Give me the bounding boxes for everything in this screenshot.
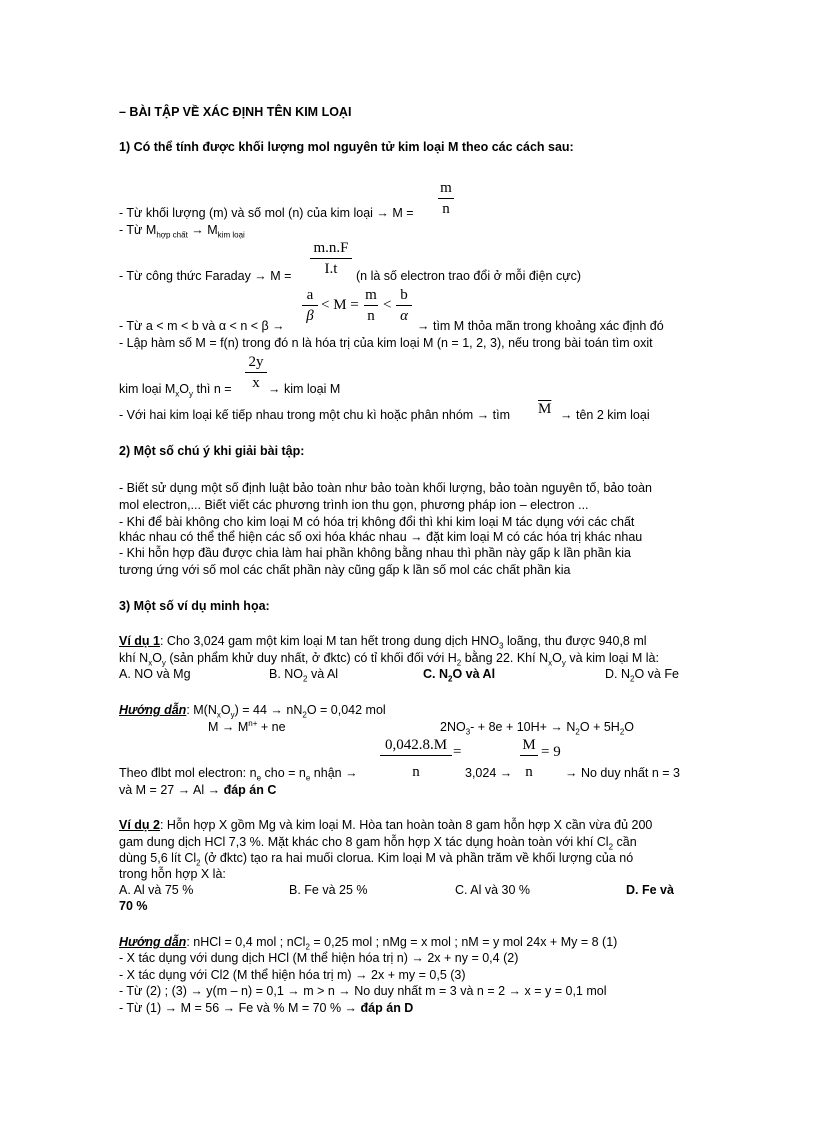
example-2-option-d-cont: 70 % (119, 899, 148, 913)
example-2-label: Ví dụ 2 (119, 818, 160, 832)
method-line-3-note: (n là số electron trao đổi ở mỗi điện cực) (356, 269, 581, 283)
fraction-numerator: b (396, 287, 412, 306)
fraction-numerator: m.n.F (310, 240, 352, 259)
example-1-n-result: → No duy nhất n = 3 (565, 766, 681, 780)
example-2-line-1: Ví dụ 2: Hỗn hợp X gồm Mg và kim loại M. Hòa tan hoàn toàn 8 gam hỗn hợp X cần vừa đủ 200 (119, 818, 653, 832)
fraction-numerator: 2y (245, 354, 267, 373)
example-1-guide-line: Hướng dẫn: $M(N_xO_y) = 44 \to nN_2O = 0,042$ mol (119, 703, 386, 720)
fraction-denominator: β (306, 308, 314, 324)
note-line: khác nhau có thể thể hiện các số oxi hóa khác nhau → đặt kim loại M có các hóa trị khác nhau (119, 530, 643, 544)
equals-nine: = 9 (541, 744, 561, 760)
example-2-step-3: - Từ (2) ; (3) → y(m – n) = 0,1 → m > n → No duy nhất m = 3 và n = 2 → x = y = 0,1 mol (119, 984, 607, 998)
example-1-electron-line: Theo đlbt mol electron: $n_e$ cho = $n_e$ nhận → (119, 766, 358, 783)
fraction-electron-balance (380, 737, 452, 781)
example-1-answer-line: và M = 27 → Al → đáp án C (119, 783, 277, 797)
reduction-equation: $2NO_3- + 8e + 10H+ \to N_2O + 5H_2O$ (440, 720, 635, 737)
example-2-step-2: - X tác dụng với Cl2 (M thể hiện hóa trị m) → 2x + my = 0,5 (3) (119, 968, 466, 982)
note-line: tương ứng với số mol các chất phần này cũng gấp k lần số mol các chất phần kia (119, 563, 571, 577)
fraction-denominator: I.t (324, 261, 338, 277)
fraction-numerator: m (438, 180, 454, 199)
section-1-heading: 1) Có thể tính được khối lượng mol nguyên tử kim loại M theo các cách sau: (119, 140, 574, 154)
method-line-4: - Từ a < m < b và α < n < β → (119, 319, 285, 333)
method-line-1: - Từ khối lượng (m) và số mol (n) của kim loại → M = (119, 206, 414, 220)
fraction-numerator: 0,042.8.M (380, 737, 452, 756)
example-1-option-a: A. NO và Mg (119, 667, 191, 681)
fraction-denominator: n (367, 308, 375, 324)
example-2-step-1: - X tác dụng với dung dịch HCl (M thể hiện hóa trị n) → 2x + ny = 0,4 (2) (119, 951, 519, 965)
note-line: - Khi để bài không cho kim loại M có hóa trị không đổi thì khi kim loại M tác dụng với các chất (119, 515, 635, 529)
example-2-answer: đáp án D (360, 1001, 414, 1015)
fraction-denominator: x (252, 375, 260, 391)
method-line-6-result: → kim loại M (268, 382, 341, 396)
example-1-answer: đáp án C (223, 783, 277, 797)
example-2-step-4: - Từ (1) → M = 56 → Fe và % M = 70 % → đáp án D (119, 1001, 414, 1015)
inequality-less: < (383, 297, 392, 313)
example-2-line-4: trong hỗn hợp X là: (119, 867, 226, 881)
example-1-option-b: B. $NO_2$ và Al (269, 667, 339, 684)
fraction-b-over-alpha (396, 287, 412, 325)
fraction-m-over-n-3 (520, 737, 538, 781)
fraction-2y-over-x (245, 354, 267, 392)
oxidation-equation: $M \to M^{n+}$ + ne (208, 718, 286, 734)
method-line-4-result: → tìm M thỏa mãn trong khoảng xác định đó (417, 319, 664, 333)
method-line-7: - Với hai kim loại kế tiếp nhau trong một chu kì hoặc phân nhóm → tìm (119, 408, 511, 422)
fraction-a-over-beta (302, 287, 318, 325)
example-1-mass-value: 3,024 → (465, 766, 513, 780)
equals-sign: = (453, 744, 462, 760)
example-2-option-b: B. Fe và 25 % (289, 883, 368, 897)
example-1-label: Ví dụ 1 (119, 634, 160, 648)
fraction-denominator: n (442, 201, 450, 217)
method-line-7-result: → tên 2 kim loại (560, 408, 650, 422)
method-line-5: - Lập hàm số M = f(n) trong đó n là hóa trị của kim loại M (n = 1, 2, 3), nếu trong bài toán tìm oxit (119, 336, 653, 350)
fraction-denominator: n (525, 764, 533, 780)
example-1-option-d: D. $N_2O$ và Fe (605, 667, 679, 684)
example-1-line-1: Ví dụ 1: Cho 3,024 gam một kim loại M tan hết trong dung dịch $HNO_3$ loãng, thu được 940,8 ml (119, 634, 647, 651)
example-2-guide-label: Hướng dẫn (119, 935, 187, 949)
section-2-heading: 2) Một số chú ý khi giải bài tập: (119, 444, 305, 458)
example-1-option-c: C. $N_2O$ và Al (423, 667, 496, 684)
m-bar-symbol: $\overline{M}$ (538, 401, 552, 417)
section-3-heading: 3) Một số ví dụ minh họa: (119, 599, 270, 613)
example-2-line-3: dùng 5,6 lít $Cl_2$ (ở đktc) tạo ra hai muối clorua. Kim loại M và phần trăm về khối lượng của nó (119, 851, 634, 868)
example-2-option-c: C. Al và 30 % (455, 883, 531, 897)
example-2-option-a: A. Al và 75 % (119, 883, 194, 897)
fraction-denominator: n (412, 764, 420, 780)
fraction-numerator: M (520, 737, 538, 756)
note-line: - Khi hỗn hợp đầu được chia làm hai phần không bằng nhau thì phần này gấp k lần phần kia (119, 546, 631, 560)
example-2-option-d: D. Fe và (626, 883, 674, 897)
method-line-2: - Từ $M_{hợp chất} \to M_{kim loại}$ (119, 223, 245, 240)
note-line: mol electron,... Biết viết các phương trình ion thu gọn, phương pháp ion – electron ... (119, 498, 589, 512)
example-2-line-2: gam dung dịch HCl 7,3 %. Mặt khác cho 8 gam hỗn hợp X tác dụng hoàn toàn với khí $Cl_2$ cần (119, 835, 637, 852)
example-1-guide-label: Hướng dẫn (119, 703, 187, 717)
example-2-guide-line: Hướng dẫn: nHCl = 0,4 mol ; nCl$_2$ = 0,25 mol ; nMg = x mol ; nM = y mol 24x + My = 8 (1) (119, 935, 618, 952)
inequality-less-m: < M = (321, 297, 359, 313)
method-line-6: kim loại $M_xO_y$ thì n = (119, 382, 232, 399)
fraction-numerator: a (302, 287, 318, 306)
fraction-numerator: m (364, 287, 378, 306)
fraction-faraday (310, 240, 352, 278)
fraction-m-over-n-2 (364, 287, 378, 325)
fraction-denominator: α (400, 308, 408, 324)
fraction-m-over-n (438, 180, 454, 218)
note-line: - Biết sử dụng một số định luật bảo toàn như bảo toàn khối lượng, bảo toàn nguyên tố, bảo toàn (119, 481, 652, 495)
example-1-line-2: khí $N_xO_y$ (sản phẩm khử duy nhất, ở đktc) có tỉ khối đối với $H_2$ bằng 22. Khí $N_xO_y$ và kim loại M là: (119, 651, 659, 668)
document-title: – BÀI TẬP VỀ XÁC ĐỊNH TÊN KIM LOẠI (119, 105, 352, 119)
method-line-3: - Từ công thức Faraday → M = (119, 269, 292, 283)
